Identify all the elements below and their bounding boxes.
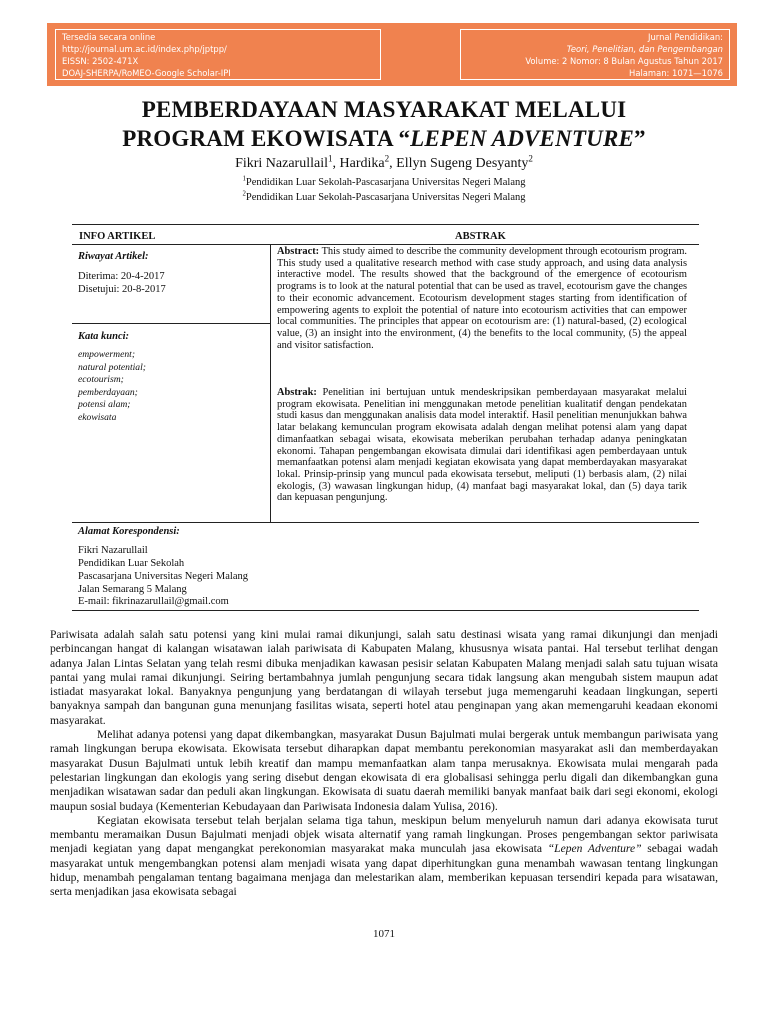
title-line-1: PEMBERDAYAAN MASYARAKAT MELALUI xyxy=(141,97,627,122)
affiliation-mark: 1 xyxy=(242,175,246,183)
abstract-english xyxy=(277,246,687,351)
table-head-rule xyxy=(72,244,699,245)
keyword-item: ekowisata xyxy=(78,411,117,423)
keyword-item: natural potential; xyxy=(78,361,146,373)
accepted-date: Disetujui: 20-8-2017 xyxy=(78,284,166,295)
indexing-line: DOAJ-SHERPA/RoMEO-Google Scholar-IPI xyxy=(62,68,231,78)
corr-institution: Pascasarjana Universitas Negeri Malang xyxy=(78,571,248,582)
lepen-adventure-name: “Lepen Adventure” xyxy=(547,842,642,856)
availability-line: Tersedia secara online xyxy=(62,32,156,42)
side-rule xyxy=(72,323,270,324)
keywords-label: Kata kunci: xyxy=(78,331,130,342)
title-line-2-prefix: PROGRAM EKOWISATA “ xyxy=(122,126,411,151)
received-date: Diterima: 20-4-2017 xyxy=(78,271,165,282)
keyword-item: empowerment; xyxy=(78,349,136,360)
body-paragraph-1: Pariwisata adalah salah satu potensi yang kini mulai ramai dikunjungi, salah satu destinasi wisata yang ramai dikunjungi dan menjadi perbincangan hangat di kalangan wisatawan ialah pariwisata di Kabupaten Malang, khususnya wisata pantai. Hal tersebut terlihat dengan adanya Jalan Lintas Selatan yang telah resmi dibuka menjadikan kawasan pesisir selatan Kabupaten Malang menjadi salah satu tujuan wisata pantai yang mulai ramai dikunjungi. Seiring bertambahnya jumlah pengunjung secara tidak langsung akan mengubah sistem maupun adat istiadat masyarakat lokal. Banyaknya pengunjung yang berdatangan di wilayah tersebut juga memengaruhi keadaan lingkungan, seperti banyaknya sampah dan bangunan guna menunjang fasilitas wisata, seperti hotel atau penginapan yang akan memengaruhi keadaan ekonomi masyarakat. xyxy=(50,628,718,727)
abstract-indonesian xyxy=(277,387,687,504)
body-paragraph-3 xyxy=(50,814,718,900)
journal-info-box xyxy=(460,29,730,80)
author-name: Fikri Nazarullail xyxy=(235,156,328,171)
table-bottom-rule xyxy=(72,610,699,611)
corr-email[interactable]: E-mail: fikrinazarullail@gmail.com xyxy=(78,596,229,607)
abstrak-heading: ABSTRAK xyxy=(455,231,506,242)
eissn-line: EISSN: 2502-471X xyxy=(62,56,139,66)
journal-header-band xyxy=(47,23,737,86)
abstract-id-text: Penelitian ini bertujuan untuk mendeskripsikan pemberdayaan masyarakat melalui program ekowisata. Penelitian ini menggunakan metode penelitian kualitatif dengan pendekatan studi kasus dan menggunakan analisis data model interaktif. Hasil penelitian menunjukkan bahwa latar belakang kemunculan program ekowisata adalah dengan melihat potensi alam yang dapat dimanfaatkan sebagai wisata, ekowisata meberikan perubahan terhadap adanya peningkatan ekonomi. Tahapan pengembangan ekowisata dimulai dari identifikasi agen pemberdayaan untuk memanfaatkan potensi alam menjadi kegiatan ekowisata yang dapat memberdayakan masyarakat lokal. Prinsip-prinsip yang muncul pada ekowisata tersebut, meliputi (1) berbasis alam, (2) nilai ekologis, (3) wawasan lingkungan hidup, (4) manfaat bagi masyarakat lokal, dan (5) daya tarik dan kepuasan pengunjung. xyxy=(277,387,687,504)
author-separator: , xyxy=(332,156,340,171)
corr-department: Pendidikan Luar Sekolah xyxy=(78,558,185,569)
availability-box xyxy=(55,29,381,80)
journal-subtitle: Teori, Penelitian, dan Pengembangan xyxy=(566,44,723,54)
correspondence-label: Alamat Korespondensi: xyxy=(78,526,180,537)
author-separator: , xyxy=(389,156,397,171)
pages-line: Halaman: 1071—1076 xyxy=(629,68,723,78)
corr-address: Jalan Semarang 5 Malang xyxy=(78,584,187,595)
history-label: Riwayat Artikel: xyxy=(78,251,149,262)
affiliation-text: Pendidikan Luar Sekolah-Pascasarjana Universitas Negeri Malang xyxy=(245,192,526,203)
affiliation-1 xyxy=(0,176,768,189)
table-top-rule xyxy=(72,224,699,225)
keyword-item: pemberdayaan; xyxy=(78,386,138,398)
author-affil-mark: 1 xyxy=(327,153,333,164)
title-line-2 xyxy=(0,124,768,153)
journal-url[interactable]: http://journal.um.ac.id/index.php/jptpp/ xyxy=(62,44,227,54)
body-p3-text-cont: sebagai wadah masyarakat untuk mengembangkan potensi alam menjadi wisata yang dapat diperhitungkan guna menambah wawasan tentang lingkungan hidup, menambah pengalaman tentang bagaimana menjaga dan melestarikan alam, memberikan kepuasan tersendiri kepada para wisatawan, serta menjadikan jasa ekowisata sebagai xyxy=(50,842,718,899)
author-list xyxy=(0,155,768,173)
info-artikel-heading: INFO ARTIKEL xyxy=(79,231,156,242)
author-name: Ellyn Sugeng Desyanty xyxy=(396,156,529,171)
abstract-id-label: Abstrak: xyxy=(277,387,317,398)
column-divider xyxy=(270,244,271,522)
keyword-item: ecotourism; xyxy=(78,374,124,385)
abstract-en-label: Abstract: xyxy=(277,246,320,257)
abstract-en-text: This study aimed to describe the community development through ecotourism program. This study used a qualitative research method with case study approach, and using data analysis interactive model. The results showed that the background of the emergence of ecotourism programs is to look at the natural potential that can be used as travel, ecotourism gave the changes to their economic advancement. Ecotourism development stages starting from identification of empowering agents to exploit the potential of nature into ecotourism activities that can empower local communities. The principles that appear on ecotourism are: (1) natural-based, (2) ecological value, (3) an insight into the environment, (4) the benefits to the local community, (5) the appeal and visitor satisfaction. xyxy=(277,246,687,351)
affiliation-2 xyxy=(0,191,768,204)
affiliation-mark: 2 xyxy=(242,190,246,198)
table-mid-rule xyxy=(72,522,699,523)
affiliation-text: Pendidikan Luar Sekolah-Pascasarjana Universitas Negeri Malang xyxy=(245,177,526,188)
author-affil-mark: 2 xyxy=(528,153,533,164)
volume-line: Volume: 2 Nomor: 8 Bulan Agustus Tahun 2017 xyxy=(525,56,723,66)
keyword-item: potensi alam; xyxy=(78,399,131,410)
body-paragraph-2: Melihat adanya potensi yang dapat dikembangkan, masyarakat Dusun Bajulmati mulai bergerak untuk membangun pariwisata yang ramah lingkungan berupa ekowisata. Ekowisata tersebut diharapkan dapat membantu perekonomian masyarakat asli dan memberdayakan masyarakat Dusun Bajulmati untuk lebih kreatif dan mampu memanfaatkan alam tanpa merusaknya. Ekowisata mulai mengarah pada pelestarian lingkungan dan ekologis yang sering disebut dengan ekowisata di era globalisasi sehingga perlu digali dan dikembangkan guna menjadikan wisatawan sadar dan peduli akan lingkungan. Ekowisata di suatu daerah memiliki banyak manfaat baik dari segi ekonomi, ekologi maupun sosial budaya (Kementerian Kebudayaan dan Pariwisata Indonesia dalam Yulisa, 2016). xyxy=(50,728,718,813)
title-line-2-suffix: ” xyxy=(634,126,646,151)
paper-title xyxy=(0,95,768,153)
author-name: Hardika xyxy=(339,156,385,171)
journal-name: Jurnal Pendidikan: xyxy=(648,32,723,42)
corr-name: Fikri Nazarullail xyxy=(78,545,148,556)
article-body xyxy=(50,628,718,900)
page-number: 1071 xyxy=(373,928,395,940)
author-affil-mark: 2 xyxy=(384,153,390,164)
title-italic-part: LEPEN ADVENTURE xyxy=(410,126,635,151)
body-p3-text: Kegiatan ekowisata tersebut telah berjalan selama tiga tahun, meskipun belum menyeluruh namun dari adanya ekowisata turut membantu meramaikan Dusun Bajulmati menjadi objek wisata alternatif yang ramah lingkungan. Proses pengembangan sektor pariwisata menjadi kegiatan yang dapat mengangkat perekonomian masyarakat maka munculah jasa ekowisata xyxy=(50,813,718,856)
